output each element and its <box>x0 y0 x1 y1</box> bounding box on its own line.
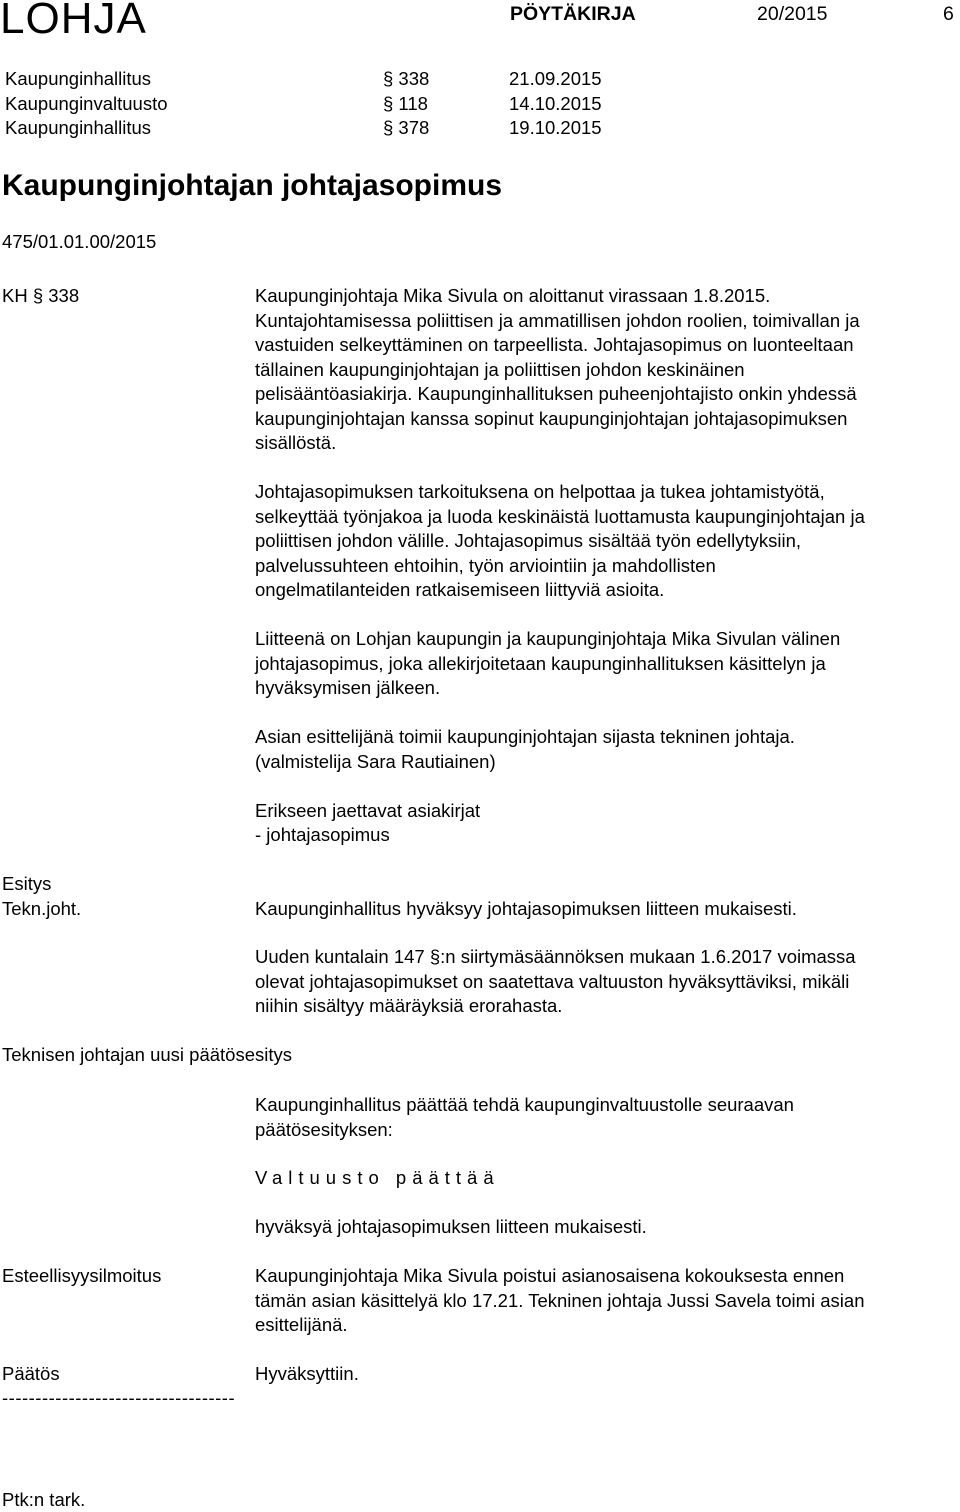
page-title: Kaupunginjohtajan johtajasopimus <box>2 169 503 202</box>
page-number: 6 <box>943 3 954 25</box>
meeting-body: Kaupunginvaltuusto <box>5 93 168 114</box>
text-line: sisällöstä. <box>255 432 337 453</box>
disqualification-label: Esteellisyysilmoitus <box>2 1265 162 1286</box>
council-decides-heading: Valtuusto päättää <box>255 1167 500 1188</box>
text-line: pelisääntöasiakirja. Kaupunginhallituksen puheenjohtajisto onkin yhdessä <box>255 383 857 404</box>
meeting-section: § 338 <box>383 68 430 89</box>
text-line: selkeyttää työnjakoa ja luoda keskinäistä luottamusta kaupunginjohtajan ja <box>255 506 865 527</box>
minutes-checker-label: Ptk:n tark. <box>2 1489 86 1510</box>
text-line: poliittisen johdon välille. Johtajasopimus sisältää työn edellytyksiin, <box>255 530 802 551</box>
text-line: Kaupunginhallitus päättää tehdä kaupunginvaltuustolle seuraavan <box>255 1094 794 1115</box>
diary-number: 475/01.01.00/2015 <box>2 231 157 252</box>
meeting-body: Kaupunginhallitus <box>5 68 152 89</box>
document-number: 20/2015 <box>757 3 828 25</box>
text-line: Liitteenä on Lohjan kaupungin ja kaupunginjohtaja Mika Sivulan välinen <box>255 628 841 649</box>
text-line: Erikseen jaettavat asiakirjat <box>255 800 481 821</box>
esitys-label: Esitys <box>2 873 52 894</box>
text-line: Johtajasopimuksen tarkoituksena on helpottaa ja tukea johtamistyötä, <box>255 481 825 502</box>
text-line: kaupunginjohtajan kanssa sopinut kaupunginjohtajan johtajasopimuksen <box>255 408 848 429</box>
text-line: ongelmatilanteiden ratkaisemiseen liittyviä asioita. <box>255 579 665 600</box>
meeting-date: 21.09.2015 <box>509 68 602 89</box>
text-line: Kaupunginjohtaja Mika Sivula poistui asianosaisena kokouksesta ennen <box>255 1265 845 1286</box>
meeting-date: 19.10.2015 <box>509 117 602 138</box>
section-divider: ----------------------------------- <box>2 1387 236 1408</box>
text-line: päätösesityksen: <box>255 1119 393 1140</box>
text-line: - johtajasopimus <box>255 824 390 845</box>
text-line: palvelussuhteen ehtoihin, työn arviointiin ja mahdollisten <box>255 555 716 576</box>
decision-label: Päätös <box>2 1363 60 1384</box>
text-line: hyväksymisen jälkeen. <box>255 677 441 698</box>
text-line: hyväksyä johtajasopimuksen liitteen mukaisesti. <box>255 1216 647 1237</box>
esitys-presenter-label: Tekn.joht. <box>2 898 82 919</box>
esitys-text: Kaupunginhallitus hyväksyy johtajasopimuksen liitteen mukaisesti. <box>255 898 797 919</box>
meeting-body: Kaupunginhallitus <box>5 117 152 138</box>
text-line: Asian esittelijänä toimii kaupunginjohtajan sijasta tekninen johtaja. <box>255 726 795 747</box>
text-line: esittelijänä. <box>255 1314 348 1335</box>
new-proposal-label: Teknisen johtajan uusi päätösesitys <box>2 1044 293 1065</box>
meeting-section: § 118 <box>383 93 428 114</box>
kh-label: KH § 338 <box>2 285 80 306</box>
text-line: tällainen kaupunginjohtajan ja poliittisen johdon keskinäinen <box>255 359 745 380</box>
text-line: olevat johtajasopimukset on saatettava valtuuston hyväksyttäviksi, mikäli <box>255 971 850 992</box>
text-line: niihin sisältyy määräyksiä erorahasta. <box>255 995 563 1016</box>
text-line: tämän asian käsittelyä klo 17.21. Tekninen johtaja Jussi Savela toimi asian <box>255 1290 865 1311</box>
text-line: Kaupunginjohtaja Mika Sivula on aloittanut virassaan 1.8.2015. <box>255 285 771 306</box>
text-line: johtajasopimus, joka allekirjoitetaan kaupunginhallituksen käsittelyn ja <box>255 653 826 674</box>
logo: LOHJA <box>0 0 147 43</box>
decision-text: Hyväksyttiin. <box>255 1363 359 1384</box>
text-line: Kuntajohtamisessa poliittisen ja ammatillisen johdon roolien, toimivallan ja <box>255 310 860 331</box>
meeting-section: § 378 <box>383 117 430 138</box>
meeting-date: 14.10.2015 <box>509 93 602 114</box>
text-line: Uuden kuntalain 147 §:n siirtymäsäännöksen mukaan 1.6.2017 voimassa <box>255 946 856 967</box>
text-line: vastuiden selkeyttäminen on tarpeellista. Johtajasopimus on luonteeltaan <box>255 334 854 355</box>
document-type: PÖYTÄKIRJA <box>510 3 636 25</box>
text-line: (valmistelija Sara Rautiainen) <box>255 751 496 772</box>
